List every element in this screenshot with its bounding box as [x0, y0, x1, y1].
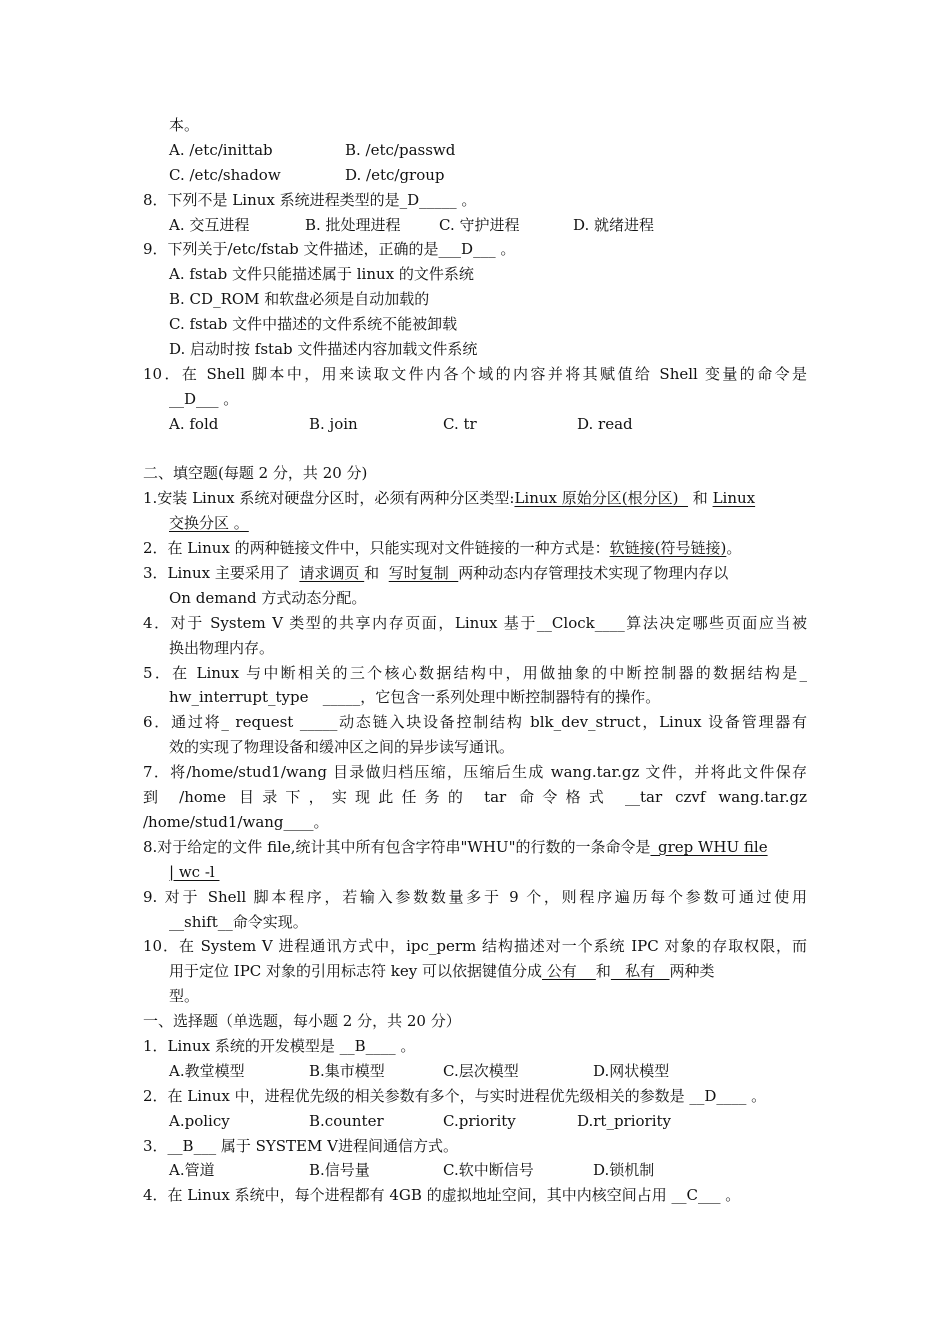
option: B.counter	[309, 1111, 384, 1130]
fill-q3-line2: On demand 方式动态分配。	[169, 588, 367, 607]
q9-option-a: A. fstab 文件只能描述属于 linux 的文件系统	[169, 265, 474, 284]
q8-options	[143, 213, 807, 238]
question-text: 两种类	[669, 962, 715, 981]
answer: | wc -l	[169, 862, 220, 881]
fill-q10-line2	[143, 959, 807, 984]
answer: 写时复制	[388, 564, 459, 583]
fill-q7-line2: 到 /home 目录下，实现此任务的 tar 命令格式 __tar czvf wang.tar.gz	[143, 788, 807, 807]
mcq-section-heading: 一、选择题（单选题，每小题 2 分，共 20 分）	[143, 1012, 461, 1031]
q9-option-b: B. CD_ROM 和软盘必须是自动加载的	[169, 290, 430, 309]
mcq-q1-options	[143, 1059, 807, 1084]
answer: 软链接(符号链接)	[609, 539, 727, 558]
mcq-q4: 4．在 Linux 系统中，每个进程都有 4GB 的虚拟地址空间，其中内核空间占用 __C___ 。	[143, 1186, 741, 1205]
option: B. /etc/passwd	[345, 140, 456, 159]
option: A.教堂模型	[169, 1061, 245, 1080]
fill-q2	[143, 536, 807, 561]
fill-q5-line1: 5．在 Linux 与中断相关的三个核心数据结构中，用做抽象的中断控制器的数据结构是_	[143, 663, 807, 682]
option: B.集市模型	[309, 1061, 385, 1080]
fill-q1-line2	[143, 511, 807, 536]
answer: Linux	[712, 489, 756, 508]
option: B. join	[309, 414, 358, 433]
question-9: 9．下列关于/etc/fstab 文件描述，正确的是___D___ 。	[143, 240, 516, 259]
option: D.锁机制	[593, 1161, 655, 1180]
q7-continuation: 本。	[169, 116, 200, 134]
fill-q7-line1: 7．将/home/stud1/wang 目录做归档压缩，压缩后生成 wang.tar.gz 文件，并将此文件保存	[143, 763, 807, 782]
option: B.信号量	[309, 1161, 370, 1180]
fill-q4-line1: 4．对于 System V 类型的共享内存页面，Linux 基于__Clock____算法决定哪些页面应当被	[143, 613, 807, 632]
question-text: 和	[364, 564, 389, 583]
q7-options-row1	[143, 138, 807, 163]
fill-q9-line1: 9. 对于 Shell 脚本程序，若输入参数数量多于 9 个，则程序遍历每个参数可通过使用	[143, 887, 807, 906]
question-text: 3．Linux 主要采用了	[143, 564, 300, 583]
q7-options-row2	[143, 163, 807, 188]
question-text: 8.对于给定的文件 file,统计其中所有包含字符串"WHU"的行数的一条命令是	[143, 837, 651, 856]
fill-q7-line3: /home/stud1/wang____。	[143, 812, 329, 831]
fill-q8-line2	[143, 860, 807, 885]
answer: 私有	[610, 962, 670, 981]
question-10-line1: 10．在 Shell 脚本中，用来读取文件内各个域的内容并将其赋值给 Shell 变量的命令是	[143, 364, 807, 383]
question-text: 和	[595, 962, 611, 981]
blank-line	[143, 437, 807, 462]
option: C.软中断信号	[443, 1161, 534, 1180]
fill-q3-line1	[143, 561, 807, 586]
option: B. 批处理进程	[305, 215, 401, 234]
fill-q9-line2: __shift__命令实现。	[169, 912, 308, 931]
fill-q6-line2: 效的实现了物理设备和缓冲区之间的异步读写通讯。	[169, 738, 515, 757]
option: D. /etc/group	[345, 165, 445, 184]
option: A.管道	[169, 1161, 215, 1180]
option: D. read	[577, 414, 633, 433]
q9-option-d: D. 启动时按 fstab 文件描述内容加载文件系统	[169, 340, 478, 359]
option: C. /etc/shadow	[169, 165, 281, 184]
option: D.rt_priority	[577, 1111, 672, 1130]
fill-q10-line3: 型。	[169, 987, 200, 1006]
fill-q8-line1	[143, 835, 807, 860]
fill-q4-line2: 换出物理内存。	[169, 638, 275, 657]
option: D. 就绪进程	[573, 215, 655, 234]
mcq-q3-options	[143, 1158, 807, 1183]
option: A. 交互进程	[169, 215, 250, 234]
answer: Linux 原始分区(根分区)	[514, 489, 689, 508]
question-text: 2．在 Linux 的两种链接文件中，只能实现对文件链接的一种方式是：	[143, 539, 610, 558]
question-text: 两种动态内存管理技术实现了物理内存以	[458, 564, 729, 583]
option: A.policy	[169, 1111, 230, 1130]
mcq-q1: 1．Linux 系统的开发模型是 __B____ 。	[143, 1036, 416, 1055]
question-text: 和	[688, 489, 713, 508]
question-text: 。	[726, 539, 742, 558]
option: C. tr	[443, 414, 477, 433]
answer: _grep WHU file	[650, 837, 768, 856]
option: C.层次模型	[443, 1061, 519, 1080]
fill-q1-line1	[143, 486, 807, 511]
answer: 交换分区 。	[169, 514, 249, 533]
question-text: 1.安装 Linux 系统对硬盘分区时，必须有两种分区类型:	[143, 489, 515, 508]
fill-q10-line1: 10．在 System V 进程通讯方式中，ipc_perm 结构描述对一个系统 IPC 对象的存取权限，而	[143, 937, 807, 956]
question-8: 8．下列不是 Linux 系统进程类型的是_D_____ 。	[143, 190, 477, 209]
answer: 请求调页	[299, 564, 365, 583]
fill-q5-line2: hw_interrupt_type _____，它包含一系列处理中断控制器特有的操作。	[169, 688, 661, 707]
mcq-q2-options	[143, 1109, 807, 1134]
question-text: 用于定位 IPC 对象的引用标志符 key 可以依据键值分成	[169, 962, 543, 981]
fill-section-heading: 二、填空题(每题 2 分，共 20 分)	[143, 464, 368, 483]
option: A. /etc/inittab	[169, 140, 273, 159]
fill-q6-line1: 6．通过将_ request _____动态链入块设备控制结构 blk_dev_struct，Linux 设备管理器有	[143, 713, 807, 732]
answer: 公有	[542, 962, 596, 981]
q10-options	[143, 412, 807, 437]
option: C. 守护进程	[439, 215, 520, 234]
option: D.网状模型	[593, 1061, 670, 1080]
question-10-line2: __D___ 。	[169, 389, 239, 408]
option: C.priority	[443, 1111, 516, 1130]
option: A. fold	[169, 414, 219, 433]
q9-option-c: C. fstab 文件中描述的文件系统不能被卸载	[169, 315, 458, 334]
mcq-q3: 3．__B___ 属于 SYSTEM V进程间通信方式。	[143, 1136, 458, 1155]
mcq-q2: 2．在 Linux 中，进程优先级的相关参数有多个，与实时进程优先级相关的参数是 __D____ 。	[143, 1086, 767, 1105]
